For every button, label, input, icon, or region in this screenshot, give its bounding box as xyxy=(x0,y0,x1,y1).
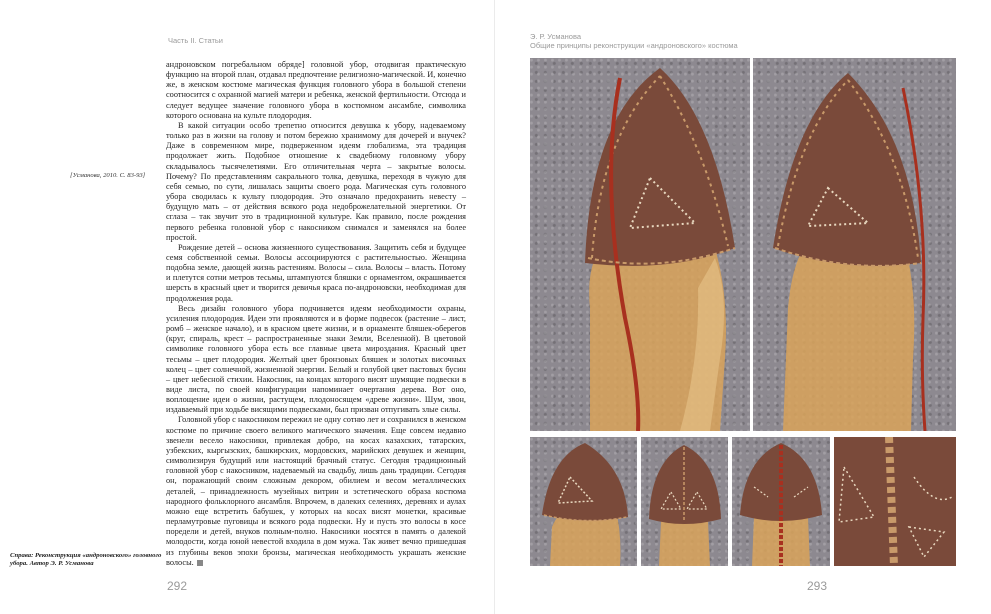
paragraph: андроновском погребальном обряде] головной убор, отодвигая практическую функцию на второй план, отдавал предпочтение религиозно-магической. И, конечно же, в женском костюме магическая функция головного убора в большой степени соотносится с охранной магией матери и ребенка, женской фертильности. Отсюда и следует ведущее значение головного убора в костюмном ансамбле, символика которого основана на культе плодородия. xyxy=(166,60,466,120)
figure-caption: Справа: Реконструкция «андроновского» головного убора. Автор Э. Р. Усманова xyxy=(10,552,162,568)
article-body xyxy=(166,60,466,568)
photo-headdress-front-left xyxy=(530,437,637,566)
paragraph: Рождение детей – основа жизненного существования. Защитить себя и будущее семя собственной семьи. Волосы ассоциируются с растительностью. Женщина подобна земле, дающей жизнь растениям. Волосы – сила. Волосы – власть. Потому и плетутся сотни метров тесьмы, штампуются бляшки с орнаментом, окрашивается шерсть в красный цвет и творится девичья краса по-андроновски, необходимая для продолжения рода. xyxy=(166,242,466,303)
paragraph: Весь дизайн головного убора подчиняется идеям необходимости охраны, усиления плодородия. Идеи эти проявляются и в форме подвесок (растение – лист, ромб – женское начало), и в красном цвете жизни, и в орнаменте бляшек-оберегов (круг, спираль, крест – распространенные знаки Земли, Вселенной). В цветовой символике головного убора есть все главные цвета мироздания. Красный цвет тесьмы – цвет плодородия. Желтый цвет бронзовых бляшек и золотых височных колец – цвет солнечной, жизненной энергии. Белый и голубой цвет пастовых бусин – цвет небесной стихии. Накосник, на концах которого висят шумящие подвески в виде листа, по своей конфигурации напоминает очертания дерева. Вот оно, воплощение идеи о жизни, растущем, плодоносящем «древе жизни». Шум, звон, издаваемый при ходьбе висящими подвесками, был призван отпугивать злые силы. xyxy=(166,303,466,415)
photo-headdress-front xyxy=(641,437,728,566)
paragraph: В какой ситуации особо трепетно относится девушка к убору, надеваемому только раз в жизни на голову и потом бережно хранимому для дочерей и внучек? Даже в современном мире, подверженном идеям глобализма, эта традиция продолжает жить. Подобное отношение к свадебному головному убору складывалось тысячелетиями. Его отличительная черта – закрытые волосы. Почему? По представлениям сакрального толка, девушка, переходя в чужую для себя семью, по сути, лишалась защиты своего рода. Магическая суть головного убора сводилась к культу плодородия. Это означало предохранить невесту – будущую мать – от действия всякого рода недоброжелательной энергетики. От сглаза – так звучит это в традиционной культуре. Как правило, после рождения первого ребенка головной убор с накосником снимался и заменялся на более простой. xyxy=(166,120,466,242)
end-of-article-icon xyxy=(197,560,203,566)
running-head-right xyxy=(530,32,738,50)
paragraph: Головной убор с накосником пережил не одну сотню лет и сохранился в женском костюме по причине своего великого магического значения. Еще совсем недавно звенели весело накосники, привлекая добро, на косах казахских, татарских, узбекских, кыргызских, башкирских, мордовских, марийских девушек и женщин, символизируя будущий или настоящий брачный статус. Сегодня традиционный головной убор с накосником, надеваемый на свадьбу, лишь дань традиции. Сегодня он, поражающий своим сложным декором, обилием и весом металлических деталей, – принадлежность музейных витрин и эстетического образа костюма народного фольклорного ансамбля. Впрочем, в далеких селениях, деревнях и аулах можно еще встретить бабушек, у которых на косах висят монетки, красивые перламутровые пуговицы и всякого рода подвески. Ну и пусть это волосы в косе поредели и детей, внуков полным-полно. Накосники носятся в память о далекой молодости, когда юной невестой входила в дом мужа. Так живет вечно пришедшая из глубины веков эпохи бронзы, магическая необходимость украшать женские волосы. xyxy=(166,415,466,567)
paragraph-last xyxy=(166,415,466,567)
sidenote-reference: [Усманова, 2010. С. 83-93] xyxy=(70,172,146,179)
photo-headdress-detail xyxy=(834,437,956,566)
running-head-left: Часть II. Статьи xyxy=(168,36,223,45)
running-head-author: Э. Р. Усманова xyxy=(530,32,582,41)
photo-headdress-side-right xyxy=(753,58,956,431)
right-page xyxy=(495,0,991,614)
page-number-left: 292 xyxy=(167,579,188,593)
left-page xyxy=(0,0,495,614)
page-number-right: 293 xyxy=(807,579,828,593)
photo-headdress-back xyxy=(732,437,830,566)
running-head-title: Общие принципы реконструкции «андроновского» костюма xyxy=(530,41,738,50)
photo-headdress-side-left xyxy=(530,58,750,431)
